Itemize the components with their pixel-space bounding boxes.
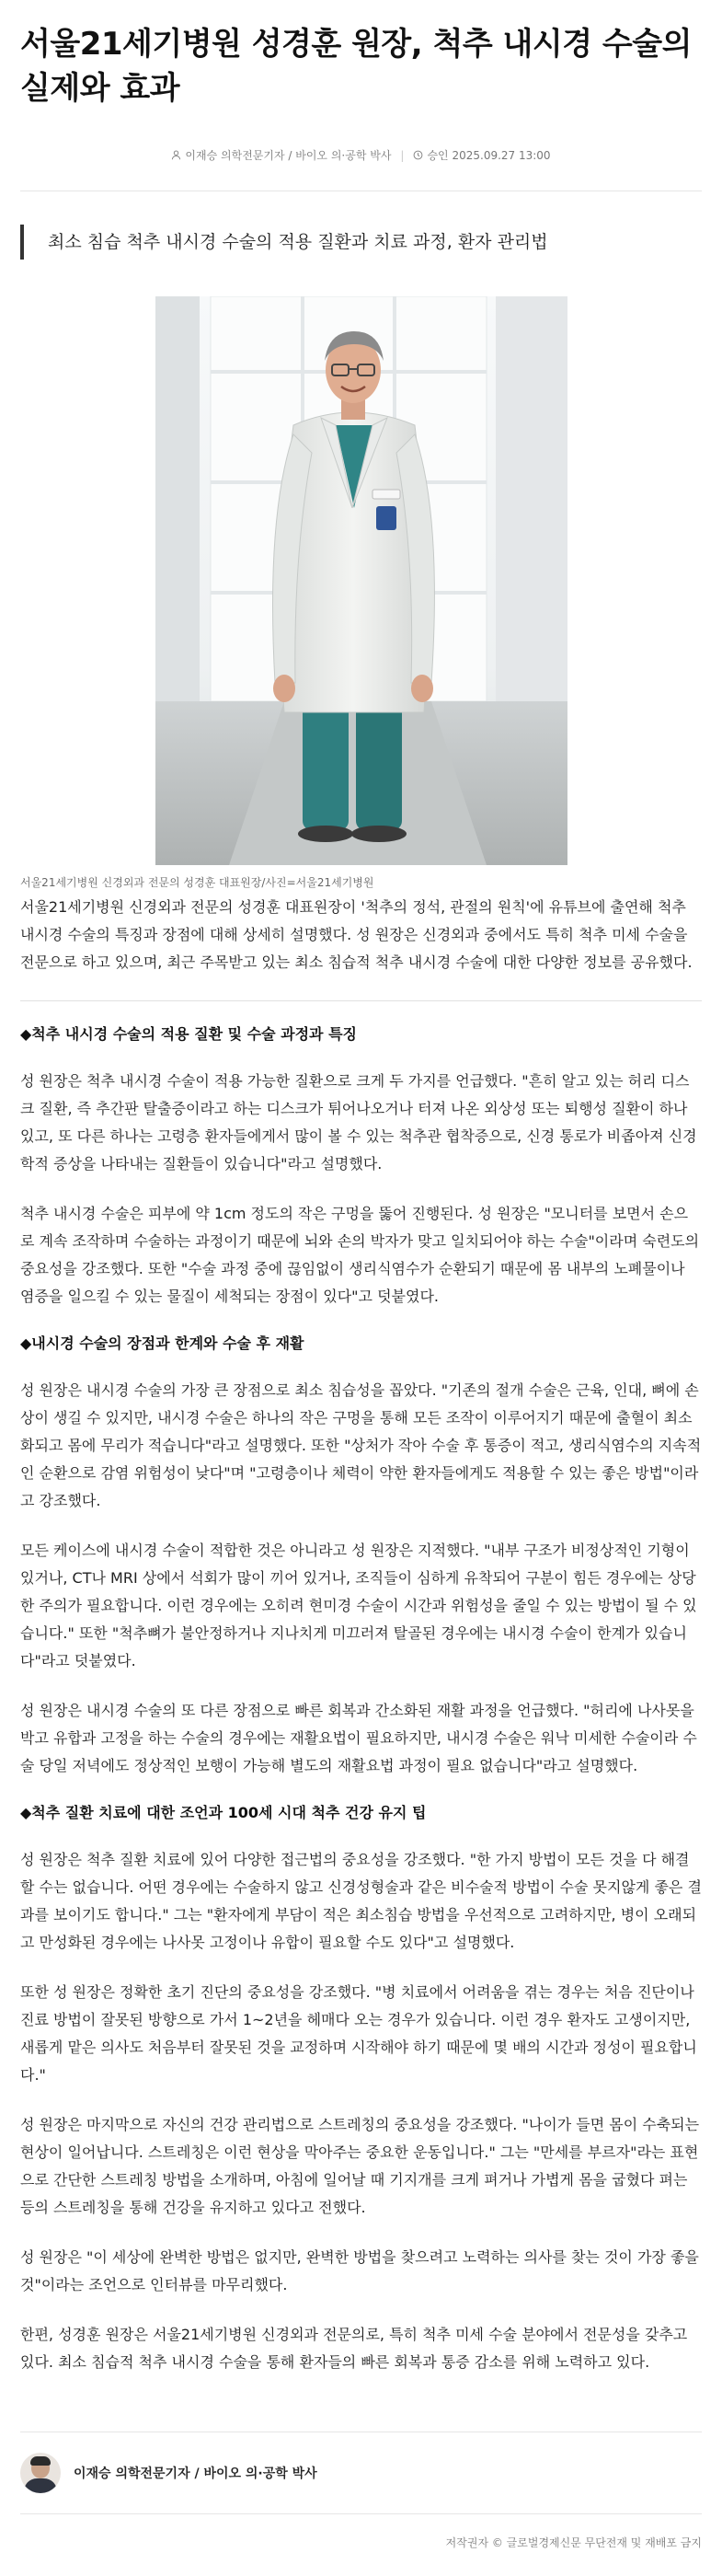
article-headline: 서울21세기병원 성경훈 원장, 척추 내시경 수술의 실제와 효과	[20, 26, 692, 107]
copyright-notice: 저작권자 © 글로벌경제신문 무단전재 및 재배포 금지	[445, 2536, 702, 2549]
paragraph: 한편, 성경훈 원장은 서울21세기병원 신경외과 전문의로, 특히 척추 미세 수술 분야에서 전문성을 갖추고 있다. 최소 침습적 척추 내시경 수술을 통해 환자들의 빠른 회복과 통증 감소를 위해 노력하고 있다.	[20, 2326, 688, 2371]
photo-caption: 서울21세기병원 신경외과 전문의 성경훈 대표원장/사진=서울21세기병원	[20, 876, 374, 889]
paragraph: 성 원장은 "이 세상에 완벽한 방법은 없지만, 완벽한 방법을 찾으려고 노력하는 의사를 찾는 것이 가장 좋을 것"이라는 조언으로 인터뷰를 마무리했다.	[20, 2248, 699, 2293]
article-photo[interactable]	[155, 296, 567, 865]
article-subtitle: 최소 침습 척추 내시경 수술의 적용 질환과 치료 과정, 환자 관리법	[20, 225, 702, 260]
person-icon	[171, 150, 181, 160]
article-photo-wrap	[20, 296, 702, 865]
reporter-name[interactable]: 이재승 의학전문기자 / 바이오 의·공학 박사	[74, 2466, 317, 2481]
section-title: ◆척추 질환 치료에 대한 조언과 100세 시대 척추 건강 유지 팁	[20, 1804, 427, 1821]
paragraph: 성 원장은 마지막으로 자신의 건강 관리법으로 스트레칭의 중요성을 강조했다. "나이가 들면 몸이 수축되는 현상이 일어납니다. 스트레칭은 이런 현상을 막아주는 중요한 운동입니다." 그는 "만세를 부르자"라는 표현으로 간단한 스트레칭 방법을 소개하며, 아침에 일어날 때 기지개를 크게 펴거나 가볍게 몸을 굽혔다 펴는 등의 스트레칭을 통해 건강을 유지하고 있다고 전했다.	[20, 2116, 700, 2216]
approved-time	[413, 147, 550, 163]
section-title: ◆내시경 수술의 장점과 한계와 수술 후 재활	[20, 1334, 304, 1352]
meta-divider: |	[400, 148, 405, 162]
approved-text: 승인 2025.09.27 13:00	[427, 149, 551, 162]
doctor-portrait-illustration	[155, 296, 567, 865]
article-section-3	[20, 1800, 702, 2376]
paragraph: 성 원장은 척추 내시경 수술이 적용 가능한 질환으로 크게 두 가지를 언급했다. "흔히 알고 있는 허리 디스크 질환, 즉 추간판 탈출증이라고 하는 디스크가 튀어나오거나 터져 나온 외상성 또는 퇴행성 질환이 하나 있고, 또 다른 하나는 고령층 환자들에게서 많이 볼 수 있는 척추관 협착증으로, 신경 통로가 비좁아져 신경학적 증상을 나타내는 질환들이 있습니다"라고 설명했다.	[20, 1072, 697, 1172]
paragraph: 모든 케이스에 내시경 수술이 적합한 것은 아니라고 성 원장은 지적했다. "내부 구조가 비정상적인 기형이 있거나, CT나 MRI 상에서 석회가 많이 끼어 있거나, 조직들이 심하게 유착되어 구분이 힘든 경우에는 상당한 주의가 필요합니다. 이런 경우에는 오히려 현미경 수술이 시간과 위험성을 줄일 수 있는 방법이 될 수 있습니다." 또한 "척추뼈가 불안정하거나 지나치게 미끄러져 탈골된 경우에는 내시경 수술이 한계가 있습니다"라고 덧붙였다.	[20, 1542, 697, 1669]
paragraph: 또한 성 원장은 정확한 초기 진단의 중요성을 강조했다. "병 치료에서 어려움을 겪는 경우는 처음 진단이나 진료 방법이 잘못된 방향으로 가서 1~2년을 헤매다 오는 경우가 있습니다. 이런 경우 환자도 고생이지만, 새롭게 맡은 의사도 처음부터 잘못된 것을 교정하며 시작해야 하기 때문에 몇 배의 시간과 정성이 필요합니다."	[20, 1983, 697, 2084]
paragraph: 성 원장은 내시경 수술의 가장 큰 장점으로 최소 침습성을 꼽았다. "기존의 절개 수술은 근육, 인대, 뼈에 손상이 생길 수 있지만, 내시경 수술은 하나의 작은 구멍을 통해 모든 조작이 이루어지기 때문에 출혈이 최소화되고 몸에 무리가 적습니다"라고 설명했다. 또한 "상처가 작아 수술 후 통증이 적고, 생리식염수의 지속적인 순환으로 감염 위험성이 낮다"며 "고령층이나 체력이 약한 환자들에게도 적용할 수 있는 좋은 방법"이라고 강조했다.	[20, 1381, 702, 1509]
article-section-2	[20, 1331, 702, 1780]
reporter-box[interactable]	[20, 2432, 702, 2514]
byline-text: 이재승 의학전문기자 / 바이오 의·공학 박사	[185, 149, 392, 162]
article-section-1	[20, 1022, 702, 1311]
section-title: ◆척추 내시경 수술의 적용 질환 및 수술 과정과 특징	[20, 1025, 357, 1043]
paragraph: 성 원장은 내시경 수술의 또 다른 장점으로 빠른 회복과 간소화된 재활 과정을 언급했다. "허리에 나사못을 박고 유합과 고정을 하는 수술의 경우에는 재활요법이 필요하지만, 내시경 수술은 워낙 미세한 수술이라 수술 당일 저녁에도 정상적인 보행이 가능해 별도의 재활요법 과정이 필요 없습니다"라고 설명했다.	[20, 1702, 697, 1774]
clock-icon	[413, 150, 423, 160]
byline[interactable]	[171, 147, 391, 163]
paragraph: 척추 내시경 수술은 피부에 약 1cm 정도의 작은 구멍을 뚫어 진행된다. 성 원장은 "모니터를 보면서 손으로 계속 조작하며 수술하는 과정이기 때문에 뇌와 손의 박자가 맞고 일치되어야 하는 수술"이라며 숙련도의 중요성을 강조했다. 또한 "수술 과정 중에 끊임없이 생리식염수가 순환되기 때문에 몸 내부의 노폐물이나 염증을 일으킬 수 있는 물질이 세척되는 장점이 있다"고 덧붙였다.	[20, 1205, 700, 1305]
paragraph: 성 원장은 척추 질환 치료에 있어 다양한 접근법의 중요성을 강조했다. "한 가지 방법이 모든 것을 다 해결할 수는 없습니다. 어떤 경우에는 수술하지 않고 신경성형술과 같은 비수술적 방법이 수술 못지않게 좋은 결과를 보이기도 합니다." 그는 "환자에게 부담이 적은 최소침습 방법을 우선적으로 고려하지만, 병이 오래되고 만성화된 경우에는 나사못 고정이나 유합이 필요할 수도 있다"고 설명했다.	[20, 1851, 702, 1951]
article-meta	[20, 147, 702, 191]
reporter-avatar	[20, 2453, 61, 2493]
article-lead: 서울21세기병원 신경외과 전문의 성경훈 대표원장이 '척추의 정석, 관절의 원칙'에 유튜브에 출연해 척추 내시경 수술의 특징과 장점에 대해 상세히 설명했다. 성 원장은 신경외과 중에서도 특히 척추 미세 수술을 전문으로 하고 있으며, 최근 주목받고 있는 최소 침습적 척추 내시경 수술에 대한 다양한 정보를 공유했다.	[20, 894, 702, 1001]
